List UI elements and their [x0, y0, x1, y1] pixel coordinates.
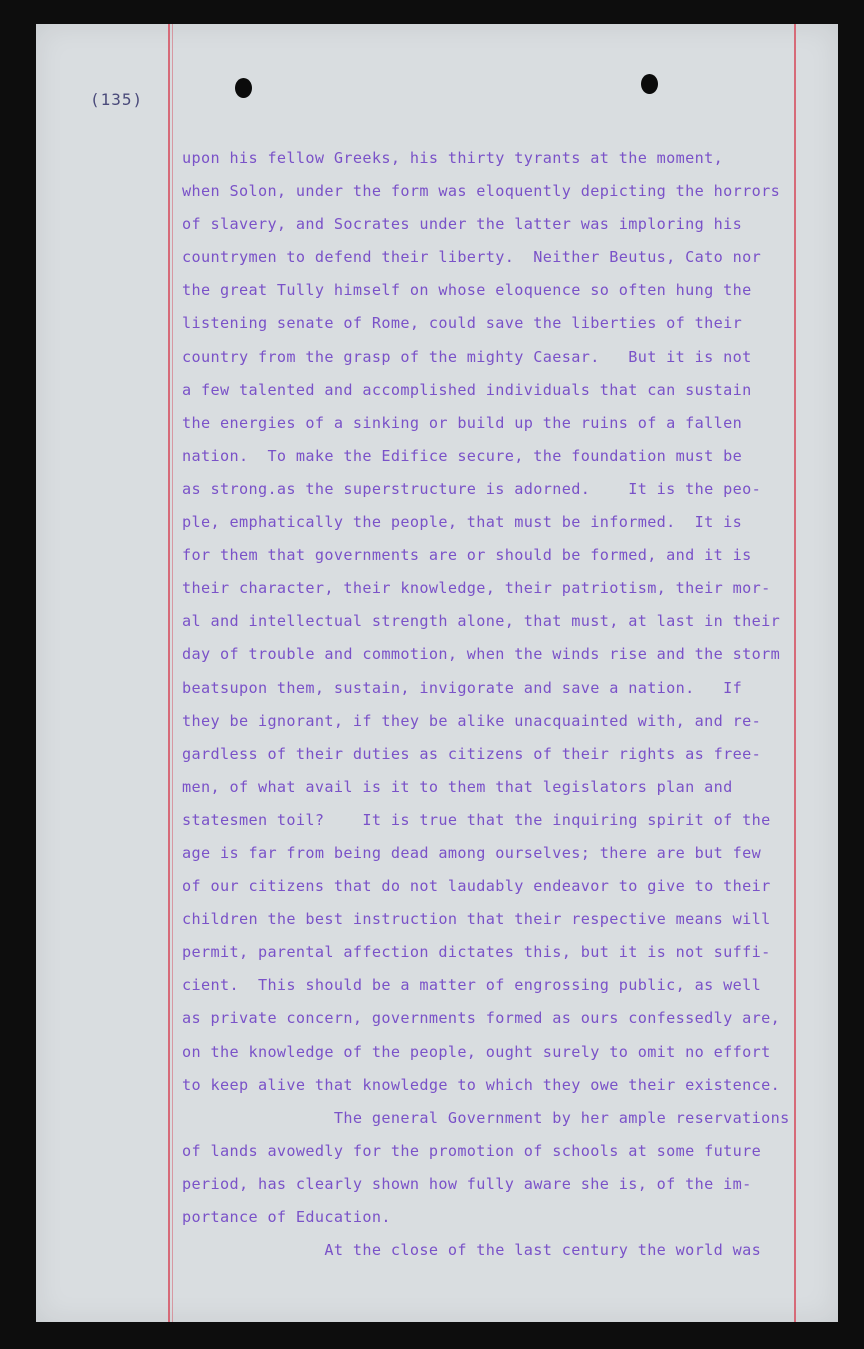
left-margin-line [168, 24, 170, 1322]
text-line: The general Government by her ample reservations [182, 1108, 790, 1127]
text-line: statesmen toil? It is true that the inquiring spirit of the [182, 810, 771, 829]
text-line: At the close of the last century the world was [182, 1241, 762, 1260]
text-line: ple, emphatically the people, that must be informed. It is [182, 513, 743, 532]
text-line: as strong.as the superstructure is adorned. It is the peo- [182, 479, 762, 498]
page-number: (135) [90, 90, 144, 109]
text-line: upon his fellow Greeks, his thirty tyrants at the moment, [182, 149, 724, 167]
text-line: nation. To make the Edifice secure, the foundation must be [182, 446, 743, 465]
text-line: of lands avowedly for the promotion of schools at some future [182, 1141, 762, 1160]
text-line: as private concern, governments formed as ours confessedly are, [182, 1009, 781, 1028]
text-line: permit, parental affection dictates this, but it is not suffi- [182, 943, 771, 962]
text-line: children the best instruction that their respective means will [182, 910, 771, 929]
text-line: when Solon, under the form was eloquently depicting the horrors [182, 182, 781, 201]
text-line: portance of Education. [182, 1208, 391, 1226]
text-line: country from the grasp of the mighty Caesar. But it is not [182, 347, 752, 366]
text-line: age is far from being dead among ourselves; there are but few [182, 843, 762, 862]
text-line: beatsupon them, sustain, invigorate and save a nation. If [182, 678, 743, 697]
text-line: countrymen to defend their liberty. Neither Beutus, Cato nor [182, 248, 762, 267]
text-line: a few talented and accomplished individuals that can sustain [182, 380, 752, 399]
text-line: period, has clearly shown how fully aware she is, of the im- [182, 1174, 752, 1193]
left-margin-line-inner [172, 24, 173, 1322]
text-line: gardless of their duties as citizens of their rights as free- [182, 744, 762, 763]
punch-hole-left [235, 78, 252, 98]
text-line: day of trouble and commotion, when the winds rise and the storm [182, 645, 781, 664]
document-page [36, 24, 838, 1322]
text-line: to keep alive that knowledge to which they owe their existence. [182, 1075, 781, 1094]
text-line: the energies of a sinking or build up the ruins of a fallen [182, 413, 743, 432]
text-line: they be ignorant, if they be alike unacquainted with, and re- [182, 711, 762, 730]
text-line: on the knowledge of the people, ought surely to omit no effort [182, 1042, 771, 1061]
text-line: of our citizens that do not laudably endeavor to give to their [182, 877, 771, 896]
text-line: the great Tully himself on whose eloquence so often hung the [182, 281, 752, 300]
text-line: of slavery, and Socrates under the latter was imploring his [182, 215, 743, 234]
text-line: listening senate of Rome, could save the liberties of their [182, 314, 743, 333]
text-line: men, of what avail is it to them that legislators plan and [182, 777, 733, 796]
punch-hole-right [641, 74, 658, 94]
text-line: al and intellectual strength alone, that must, at last in their [182, 612, 781, 631]
text-line: for them that governments are or should be formed, and it is [182, 546, 752, 565]
text-line: their character, their knowledge, their patriotism, their mor- [182, 579, 771, 598]
text-line: cient. This should be a matter of engrossing public, as well [182, 976, 762, 995]
typed-text-body [182, 142, 822, 1267]
